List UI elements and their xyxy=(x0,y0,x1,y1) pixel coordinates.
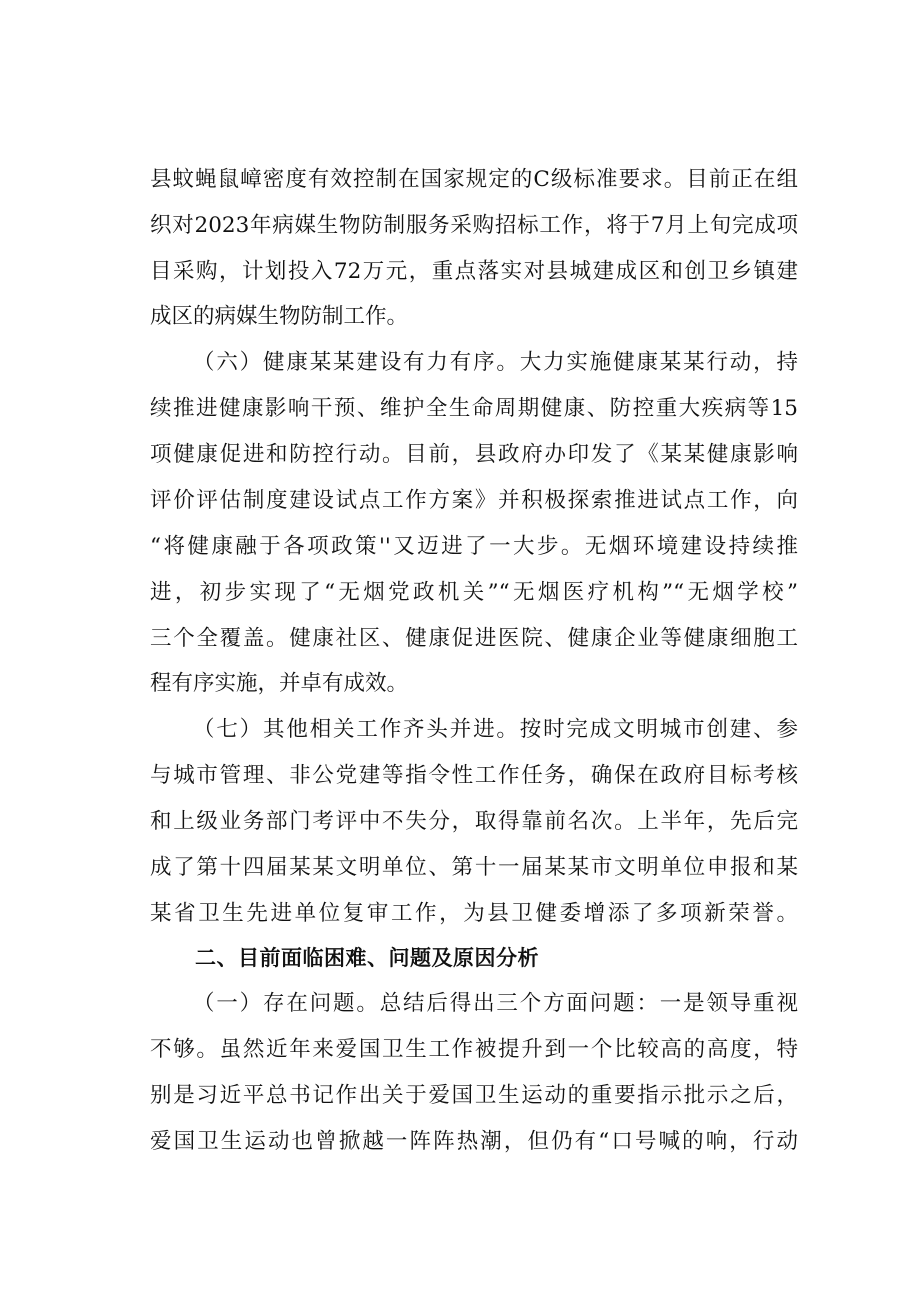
body-text-line: 评价评估制度建设试点工作方案》并积极探索推进试点工作，向 xyxy=(150,488,798,513)
body-text-line: 项健康促进和防控行动。目前，县政府办印发了《某某健康影响 xyxy=(150,442,798,467)
problem-paragraph-first-line: （一）存在问题。总结后得出三个方面问题：一是领导重视 xyxy=(193,991,798,1016)
body-text-line: 某省卫生先进单位复审工作，为县卫健委增添了多项新荣誉。 xyxy=(150,901,798,926)
body-text-line: 续推进健康影响干预、维护全生命周期健康、防控重大疾病等15 xyxy=(150,396,798,421)
body-text-line: 与城市管理、非公党建等指令性工作任务，确保在政府目标考核 xyxy=(150,763,798,788)
body-text-line: 县蚊蝇鼠嶂密度有效控制在国家规定的C级标准要求。目前正在组 xyxy=(150,167,798,192)
body-text-line: 目采购，计划投入72万元，重点落实对县城建成区和创卫乡镇建 xyxy=(150,259,798,284)
body-text-line: 爱国卫生运动也曾掀越一阵阵热潮，但仍有“口号喊的响，行动 xyxy=(150,1129,798,1154)
body-text-line: 成了第十四届某某文明单位、第十一届某某市文明单位申报和某 xyxy=(150,855,798,880)
body-text-line: “将健康融于各项政策''又迈进了一大步。无烟环境建设持续推 xyxy=(150,534,798,559)
body-text-line: 别是习近平总书记作出关于爱国卫生运动的重要指示批示之后， xyxy=(150,1083,798,1108)
section-heading: 二、目前面临困难、问题及原因分析 xyxy=(195,946,539,970)
body-text-line: 成区的病媒生物防制工作。 xyxy=(150,304,409,329)
body-text-line: 程有序实施，并卓有成效。 xyxy=(150,671,409,696)
body-text-line: 和上级业务部门考评中不失分，取得靠前名次。上半年，先后完 xyxy=(150,809,798,834)
paragraph-seven-first-line: （七）其他相关工作齐头并进。按时完成文明城市创建、参 xyxy=(193,717,798,742)
body-text-line: 不够。虽然近年来爱国卫生工作被提升到一个比较高的高度，特 xyxy=(150,1037,798,1062)
paragraph-six-first-line: （六）健康某某建设有力有序。大力实施健康某某行动，持 xyxy=(193,350,798,375)
body-text-line: 织对2023年病媒生物防制服务采购招标工作，将于7月上旬完成项 xyxy=(150,213,798,238)
body-text-line: 进，初步实现了“无烟党政机关”“无烟医疗机构”“无烟学校” xyxy=(150,580,798,605)
body-text-line: 三个全覆盖。健康社区、健康促进医院、健康企业等健康细胞工 xyxy=(150,626,798,651)
